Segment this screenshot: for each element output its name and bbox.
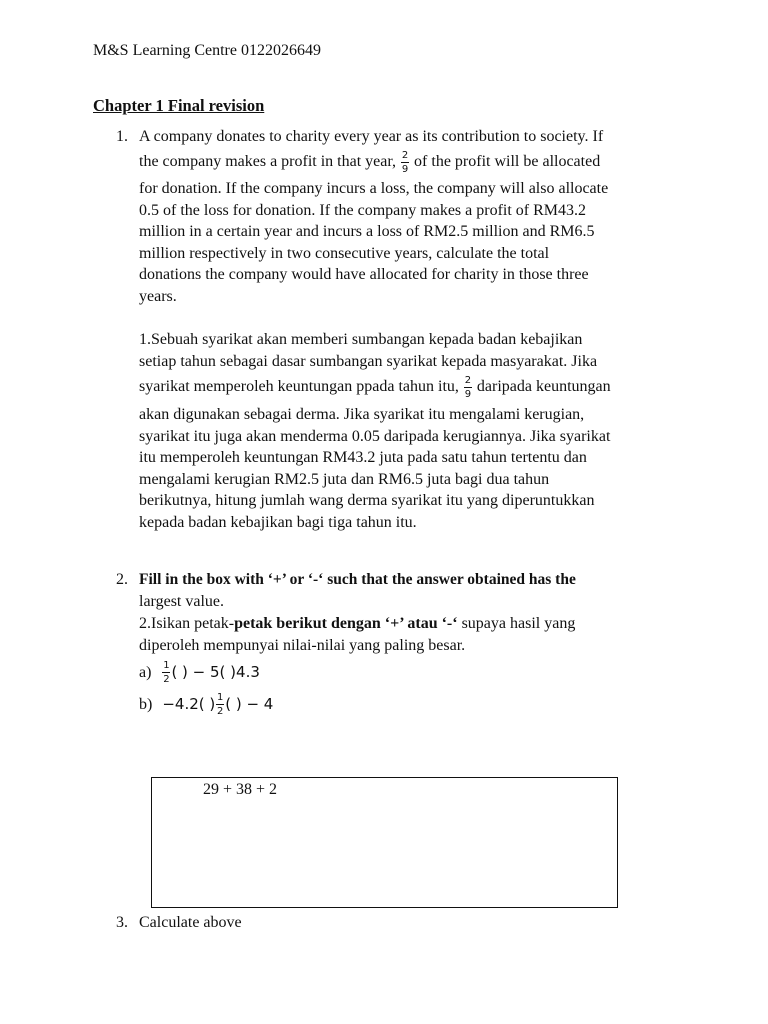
part-a-label: a) <box>139 664 152 681</box>
q1-ms-line-3-text: syarikat memperoleh keuntungan ppada tahun itu, <box>139 378 459 396</box>
answer-box <box>151 777 618 908</box>
q2-en-line-2: largest value. <box>139 593 225 610</box>
fraction-denominator: 9 <box>464 389 472 400</box>
q1-en-line-3: for donation. If the company incurs a loss, the company will also allocate <box>139 180 609 197</box>
q1-en-line-5: million in a certain year and incurs a loss of RM2.5 million and RM6.5 <box>139 223 595 240</box>
part-b-label: b) <box>139 696 153 713</box>
part-b-expression-start: −4.2( ) <box>162 695 216 713</box>
q1-en-line-2-text: the company makes a profit in that year, <box>139 153 397 171</box>
q1-ms-line-6: itu memperoleh keuntungan RM43.2 juta pada satu tahun tertentu dan <box>139 449 587 466</box>
fraction-two-ninths <box>464 375 472 400</box>
chapter-title: Chapter 1 Final revision <box>93 96 265 115</box>
q1-ms-line-5: syarikat itu juga akan menderma 0.05 daripada kerugiannya. Jika syarikat <box>139 428 611 445</box>
q2-part-a <box>139 660 260 685</box>
q1-en-line-1: A company donates to charity every year as its contribution to society. If <box>139 128 604 145</box>
question-number: 1. <box>116 128 128 145</box>
q1-en-line-6: million respectively in two consecutive years, calculate the total <box>139 245 550 262</box>
q2-part-b <box>139 692 273 717</box>
fraction-denominator: 2 <box>163 674 170 685</box>
fraction-denominator: 9 <box>401 164 409 175</box>
question-number: 3. <box>116 914 128 931</box>
q1-en-line-8: years. <box>139 288 177 305</box>
question-number: 2. <box>116 571 128 588</box>
page-header: M&S Learning Centre 0122026649 <box>93 42 321 59</box>
part-b-expression <box>162 692 274 717</box>
q1-ms-line-9: kepada badan kebajikan bagi tiga tahun itu. <box>139 514 417 531</box>
q1-ms-line-1: 1.Sebuah syarikat akan memberi sumbangan kepada badan kebajikan <box>139 331 583 348</box>
q1-en-line-4: 0.5 of the loss for donation. If the company makes a profit of RM43.2 <box>139 202 587 219</box>
q1-en-line-7: donations the company would have allocated for charity in those three <box>139 266 589 283</box>
part-a-expression <box>161 660 260 685</box>
fraction-two-ninths <box>401 150 409 175</box>
q2-ms-line-1-start: 2.Isikan petak- <box>139 615 235 632</box>
q1-ms-line-4: akan digunakan sebagai derma. Jika syarikat itu mengalami kerugian, <box>139 406 585 423</box>
q1-ms-line-3-tail: daripada keuntungan <box>476 378 611 396</box>
fraction-numerator: 1 <box>217 692 224 703</box>
answer-box-text: 29 + 38 + 2 <box>203 781 278 798</box>
q1-ms-line-2: setiap tahun sebagai dasar sumbangan syarikat kepada masyarakat. Jika <box>139 353 598 370</box>
fraction-numerator: 2 <box>464 375 472 386</box>
q2-ms-line-2: diperoleh mempunyai nilai-nilai yang paling besar. <box>139 637 466 654</box>
q1-ms-line-7: mengalami kerugian RM2.5 juta dan RM6.5 juta bagi dua tahun <box>139 471 550 488</box>
fraction-numerator: 1 <box>163 660 170 671</box>
q3-text: Calculate above <box>139 914 242 931</box>
q2-ms-line-1-end: supaya hasil yang <box>457 615 576 632</box>
q2-ms-line-1-bold: petak berikut dengan ‘+’ atau ‘-‘ <box>234 615 458 632</box>
q2-ms-line-1 <box>139 614 575 634</box>
q1-en-line-2-tail: of the profit will be allocated <box>414 153 601 171</box>
fraction-one-half <box>162 660 170 685</box>
part-b-expression-end: ( ) − 4 <box>225 695 274 713</box>
fraction-numerator: 2 <box>401 150 409 161</box>
q2-en-line-1: Fill in the box with ‘+’ or ‘-‘ such that the answer obtained has the <box>139 571 576 588</box>
fraction-denominator: 2 <box>217 706 224 717</box>
fraction-one-half <box>216 692 224 717</box>
q1-ms-line-8: berikutnya, hitung jumlah wang derma syarikat itu yang diperuntukkan <box>139 492 595 509</box>
q1-ms-line-3 <box>139 375 611 400</box>
q1-en-line-2 <box>139 150 600 175</box>
part-a-expression-rest: ( ) − 5( )4.3 <box>171 663 260 681</box>
